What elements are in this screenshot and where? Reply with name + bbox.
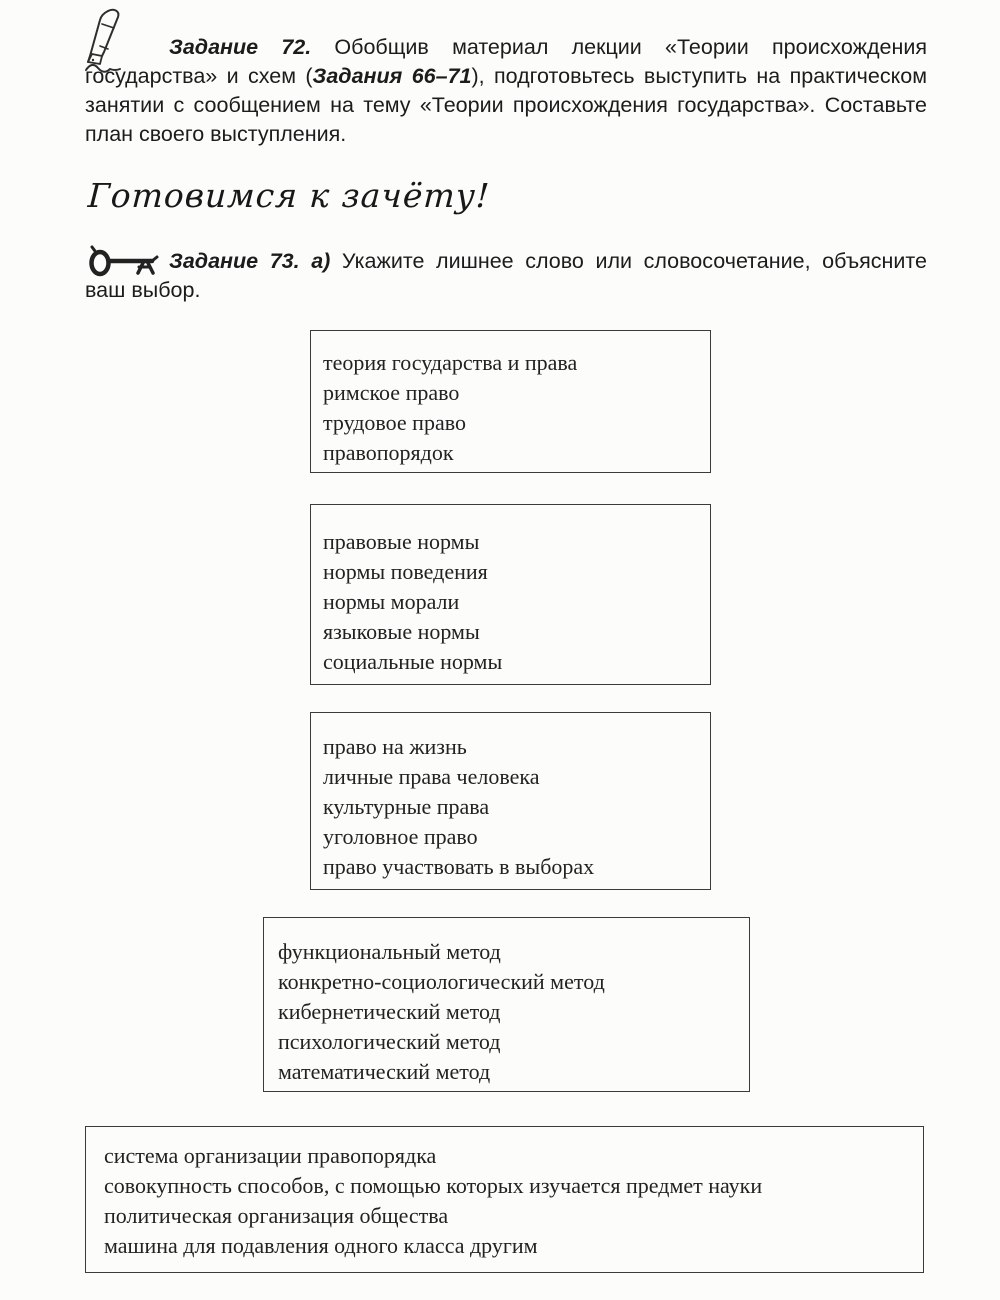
word-box-5	[85, 1126, 924, 1273]
word-box-4-item: кибернетический метод	[278, 999, 501, 1024]
word-box-3-item: право участвовать в выборах	[323, 854, 595, 879]
word-box-3-item: культурные права	[323, 794, 490, 819]
word-box-4-item: психологический метод	[278, 1029, 501, 1054]
task-72-reference: Задания 66–71	[312, 64, 472, 88]
word-box-3-item: уголовное право	[323, 824, 478, 849]
word-box-1-item: правопорядок	[323, 440, 454, 465]
word-box-2	[310, 504, 711, 685]
word-box-4	[263, 917, 750, 1092]
task-72-text-1: Обобщив материал лекции «Теории происхождения государства» и схем (	[85, 35, 927, 88]
word-box-1-item: римское право	[323, 380, 460, 405]
word-box-4-item: математический метод	[278, 1059, 491, 1084]
word-box-3-item: личные права человека	[323, 764, 540, 789]
task-72-text-2: ), подготовьтесь выступить на практическом занятии с сообщением на тему «Теории происхождения государства». Составьте план своего выступления.	[85, 64, 927, 146]
word-box-1	[310, 330, 711, 473]
task-72-paragraph	[85, 33, 927, 149]
word-box-5-item: политическая организация общества	[104, 1203, 449, 1228]
word-box-4-item: конкретно-социологический метод	[278, 969, 605, 994]
word-box-2-item: нормы поведения	[323, 559, 488, 584]
task-73-label: Задание 73. а)	[169, 249, 331, 273]
word-box-5-item: совокупность способов, с помощью которых изучается предмет науки	[104, 1173, 763, 1198]
word-box-2-item: языковые нормы	[323, 619, 480, 644]
task-73-text: Укажите лишнее слово или словосочетание, объясните ваш выбор.	[85, 249, 927, 302]
section-heading: Готовимся к зачёту!	[86, 176, 492, 215]
word-box-2-item: правовые нормы	[323, 529, 480, 554]
task-73-paragraph	[85, 247, 927, 305]
task-72-label: Задание 72.	[169, 35, 312, 59]
word-box-3-item: право на жизнь	[323, 734, 467, 759]
word-box-5-item: система организации правопорядка	[104, 1143, 437, 1168]
word-box-5-item: машина для подавления одного класса другим	[104, 1233, 538, 1258]
word-box-2-item: нормы морали	[323, 589, 460, 614]
word-box-3	[310, 712, 711, 890]
word-box-1-item: трудовое право	[323, 410, 466, 435]
word-box-4-item: функциональный метод	[278, 939, 501, 964]
word-box-2-item: социальные нормы	[323, 649, 503, 674]
word-box-1-item: теория государства и права	[323, 350, 578, 375]
